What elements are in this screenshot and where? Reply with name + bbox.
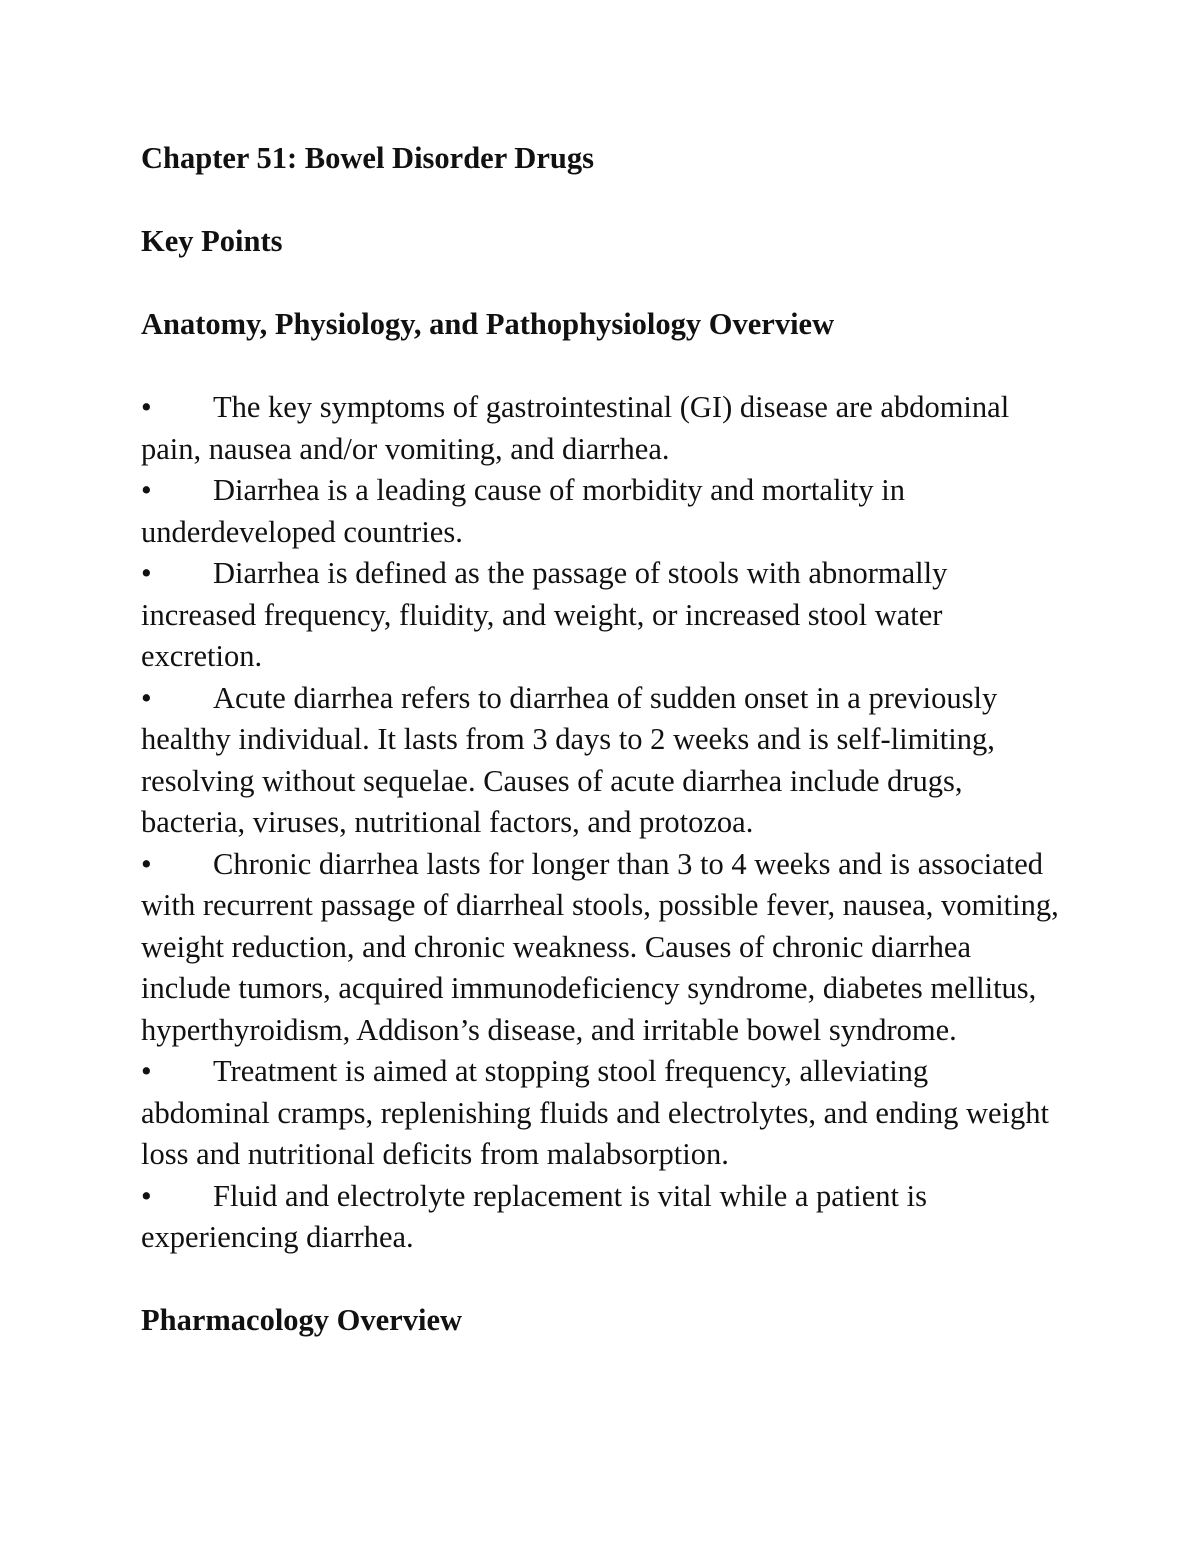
list-item (141, 678, 1061, 844)
list-item (141, 1176, 1061, 1259)
bullet-text: Acute diarrhea refers to diarrhea of sudden onset in a previously healthy individual. It lasts from 3 days to 2 weeks and is self-limiting, resolving without sequelae. Causes of acute diarrhea include drugs, bacteria, viruses, nutritional factors, and protozoa. (141, 680, 998, 839)
bullet-text: The key symptoms of gastrointestinal (GI) disease are abdominal pain, nausea and/or vomiting, and diarrhea. (141, 390, 1010, 466)
bullet-text: Diarrhea is a leading cause of morbidity and mortality in underdeveloped countries. (141, 473, 905, 549)
bullet-icon: • (141, 556, 152, 590)
bullet-icon: • (141, 846, 152, 881)
bullet-icon: • (141, 1178, 152, 1213)
list-item (141, 1051, 1061, 1176)
bullet-text: Treatment is aimed at stopping stool frequency, alleviating abdominal cramps, replenishing fluids and electrolytes, and ending weight loss and nutritional deficits from malabsorption. (141, 1054, 1049, 1171)
bullet-text: Fluid and electrolyte replacement is vital while a patient is experiencing diarrhea. (141, 1178, 927, 1254)
document-page (141, 138, 1061, 1342)
bullet-icon: • (141, 390, 152, 424)
bullet-text: Diarrhea is defined as the passage of stools with abnormally increased frequency, fluidity, and weight, or increased stool water excretion. (141, 556, 948, 673)
key-points-heading: Key Points (141, 224, 283, 258)
bullet-icon: • (141, 473, 152, 507)
list-item (141, 553, 1061, 678)
section-heading-overview: Anatomy, Physiology, and Pathophysiology Overview (141, 307, 835, 341)
list-item (141, 470, 1061, 553)
bullet-icon: • (141, 1054, 152, 1088)
bullet-icon: • (141, 680, 152, 715)
list-item (141, 387, 1061, 470)
bullet-list (141, 387, 1061, 1259)
list-item (141, 844, 1061, 1052)
bullet-text: Chronic diarrhea lasts for longer than 3 to 4 weeks and is associated with recurrent passage of diarrheal stools, possible fever, nausea, vomiting, weight reduction, and chronic weakness. Causes of chronic diarrhea include tumors, acquired immunodeficiency syndrome, diabetes mellitus, hyperthyroidism, Addison’s disease, and irritable bowel syndrome. (141, 846, 1059, 1047)
section-heading-pharmacology: Pharmacology Overview (141, 1303, 463, 1337)
chapter-title: Chapter 51: Bowel Disorder Drugs (141, 141, 594, 175)
